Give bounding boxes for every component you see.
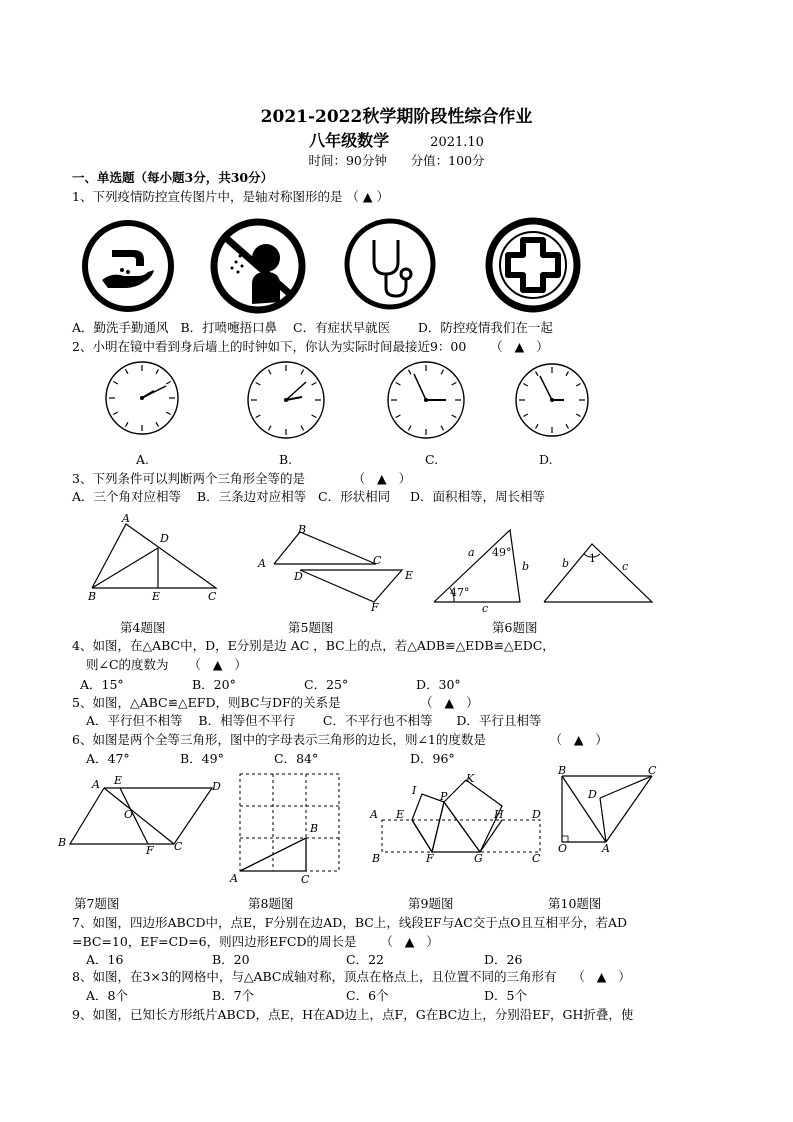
q4-stem-2: 则∠C的度数为 （ ▲ ） bbox=[86, 657, 247, 672]
fig7-quadrilateral bbox=[66, 780, 226, 852]
fig7-label-a: A bbox=[92, 778, 100, 791]
q2-label-b: B. bbox=[279, 452, 293, 467]
fig5-label-c: C bbox=[373, 554, 382, 567]
q1-options: A．勤洗手勤通风 B．打喷嚏捂口鼻 C．有症状早就医 D．防控疫情我们在一起 bbox=[72, 320, 553, 335]
fig6-label-49: 49° bbox=[492, 546, 512, 559]
fig9-label-b: B bbox=[372, 852, 381, 865]
fig5-caption: 第5题图 bbox=[288, 620, 334, 635]
fig9-label-a: A bbox=[370, 808, 378, 821]
page-title: 2021-2022秋学期阶段性综合作业 bbox=[260, 107, 533, 127]
subject: 八年级数学 bbox=[309, 131, 390, 150]
time-info: 时间：90分钟 分值：100分 bbox=[308, 153, 485, 168]
subject-line bbox=[0, 128, 793, 151]
q2-clock-a bbox=[104, 360, 180, 436]
fig4-caption: 第4题图 bbox=[120, 620, 166, 635]
fig4-label-b: B bbox=[88, 590, 97, 603]
q3-options: A．三个角对应相等 B．三条边对应相等 C．形状相同 D．面积相等，周长相等 bbox=[72, 489, 545, 504]
fig8-label-c: C bbox=[301, 873, 310, 886]
q7-option-c: C．22 bbox=[346, 952, 384, 967]
q2-label-d: D. bbox=[539, 452, 553, 467]
fig7-label-c: C bbox=[174, 840, 183, 853]
q1-figure-c-stethoscope-icon bbox=[344, 218, 436, 310]
fig9-caption: 第9题图 bbox=[408, 896, 454, 911]
fig10-label-a: A bbox=[602, 842, 610, 855]
fig6-label-a: a bbox=[468, 546, 475, 559]
q2-stem: 2、小明在镜中看到身后墙上的时钟如下，你认为实际时间最接近9：00 （ ▲ ） bbox=[72, 339, 549, 354]
fig6-caption: 第6题图 bbox=[492, 620, 538, 635]
fig6-triangle-a bbox=[430, 520, 530, 606]
fig9-label-g: G bbox=[474, 852, 483, 865]
q2-label-a: A. bbox=[136, 452, 150, 467]
q6-option-a: A．47° bbox=[86, 751, 130, 766]
q6-option-b: B．49° bbox=[180, 751, 224, 766]
q1-figure-d-cross-icon bbox=[486, 218, 580, 312]
q4-option-b: B．20° bbox=[192, 677, 236, 692]
q2-clock-c bbox=[386, 360, 466, 440]
fig4-label-c: C bbox=[208, 590, 217, 603]
fig4-label-e: E bbox=[152, 590, 161, 603]
q8-option-c: C．6个 bbox=[346, 988, 389, 1003]
fig5-label-a: A bbox=[258, 557, 266, 570]
fig6-label-c2: c bbox=[622, 560, 629, 573]
fig5-label-d: D bbox=[294, 570, 303, 583]
fig4-label-a: A bbox=[122, 512, 130, 525]
q8-option-b: B．7个 bbox=[212, 988, 255, 1003]
q4-option-c: C．25° bbox=[304, 677, 349, 692]
fig7-label-o: O bbox=[124, 808, 134, 821]
q2-clock-b bbox=[246, 360, 326, 440]
q7-option-d: D．26 bbox=[484, 952, 523, 967]
section-heading: 一、单选题（每小题3分，共30分） bbox=[72, 170, 274, 185]
fig10-label-b: B bbox=[558, 764, 567, 777]
q2-clock-d bbox=[514, 362, 590, 438]
fig9-label-i: I bbox=[412, 784, 417, 797]
fig6-triangle-b bbox=[540, 540, 656, 606]
q1-figure-b-sneeze-icon bbox=[210, 218, 306, 314]
q9-stem: 9、如图，已知长方形纸片ABCD，点E，H在AD边上，点F，G在BC边上，分别沿EF，GH折叠，使 bbox=[72, 1007, 634, 1022]
fig8-label-a: A bbox=[230, 872, 238, 885]
q4-option-a: A．15° bbox=[80, 677, 124, 692]
q8-stem: 8、如图，在3×3的网格中，与△ABC成轴对称，顶点在格点上，且位置不同的三角形有 （ ▲ ） bbox=[72, 969, 631, 984]
q1-figure-a-handwash-icon bbox=[82, 220, 174, 312]
fig9-label-p: P bbox=[440, 790, 448, 803]
exam-date: 2021.10 bbox=[430, 135, 484, 150]
q5-options: A．平行但不相等 B．相等但不平行 C．不平行也不相等 D．平行且相等 bbox=[86, 713, 542, 728]
fig5-label-f: F bbox=[371, 601, 379, 614]
fig4-label-d: D bbox=[160, 532, 169, 545]
fig6-label-b1: b bbox=[522, 560, 530, 573]
q6-option-c: C．84° bbox=[274, 751, 319, 766]
q8-option-d: D．5个 bbox=[484, 988, 527, 1003]
q5-stem: 5、如图，△ABC≌△EFD，则BC与DF的关系是 （ ▲ ） bbox=[72, 695, 479, 710]
q6-stem: 6、如图是两个全等三角形，图中的字母表示三角形的边长，则∠1的度数是 （ ▲ ） bbox=[72, 732, 608, 747]
q4-stem: 4、如图，在△ABC中，D，E分别是边 AC ，BC上的点，若△ADB≌△EDB≌△EDC， bbox=[72, 638, 555, 653]
fig9-label-d: D bbox=[532, 808, 541, 821]
fig6-label-1: 1 bbox=[589, 552, 596, 565]
fig10-caption: 第10题图 bbox=[548, 896, 602, 911]
fig9-label-h: H bbox=[494, 808, 504, 821]
fig9-label-f: F bbox=[426, 852, 434, 865]
fig7-label-d: D bbox=[212, 780, 221, 793]
fig5-triangles bbox=[264, 524, 414, 608]
fig8-grid bbox=[238, 772, 342, 874]
fig5-label-b: B bbox=[298, 523, 307, 536]
fig9-label-e: E bbox=[396, 808, 405, 821]
fig7-label-b: B bbox=[58, 836, 67, 849]
q2-label-c: C. bbox=[425, 452, 439, 467]
fig9-label-c: C bbox=[532, 852, 541, 865]
fig8-caption: 第8题图 bbox=[248, 896, 294, 911]
fig7-label-e: E bbox=[114, 774, 123, 787]
fig10-label-o: O bbox=[558, 842, 568, 855]
q7-stem: 7、如图，四边形ABCD中，点E，F分别在边AD，BC上，线段EF与AC交于点O且互相平分，若AD bbox=[72, 915, 628, 930]
fig10-label-d: D bbox=[588, 788, 597, 801]
fig9-label-k: K bbox=[466, 772, 475, 785]
q7-option-a: A．16 bbox=[86, 952, 124, 967]
q4-option-d: D．30° bbox=[416, 677, 461, 692]
fig8-label-b: B bbox=[310, 822, 319, 835]
q3-stem: 3、下列条件可以判断两个三角形全等的是 （ ▲ ） bbox=[72, 471, 412, 486]
fig6-label-47: 47° bbox=[450, 586, 470, 599]
fig7-caption: 第7题图 bbox=[74, 896, 120, 911]
q7-stem-2: =BC=10，EF=CD=6，则四边形EFCD的周长是 （ ▲ ） bbox=[72, 934, 439, 949]
fig10-figure bbox=[556, 770, 664, 850]
fig10-label-c: C bbox=[648, 764, 657, 777]
fig7-label-f: F bbox=[146, 844, 154, 857]
q8-option-a: A．8个 bbox=[86, 988, 128, 1003]
fig6-label-b2: b bbox=[562, 557, 570, 570]
q7-option-b: B．20 bbox=[212, 952, 250, 967]
q1-stem: 1、下列疫情防控宣传图片中，是轴对称图形的是 （ ▲ ） bbox=[72, 189, 389, 204]
fig5-label-e: E bbox=[405, 569, 414, 582]
q6-option-d: D．96° bbox=[410, 751, 455, 766]
fig6-label-c1: c bbox=[482, 602, 489, 615]
